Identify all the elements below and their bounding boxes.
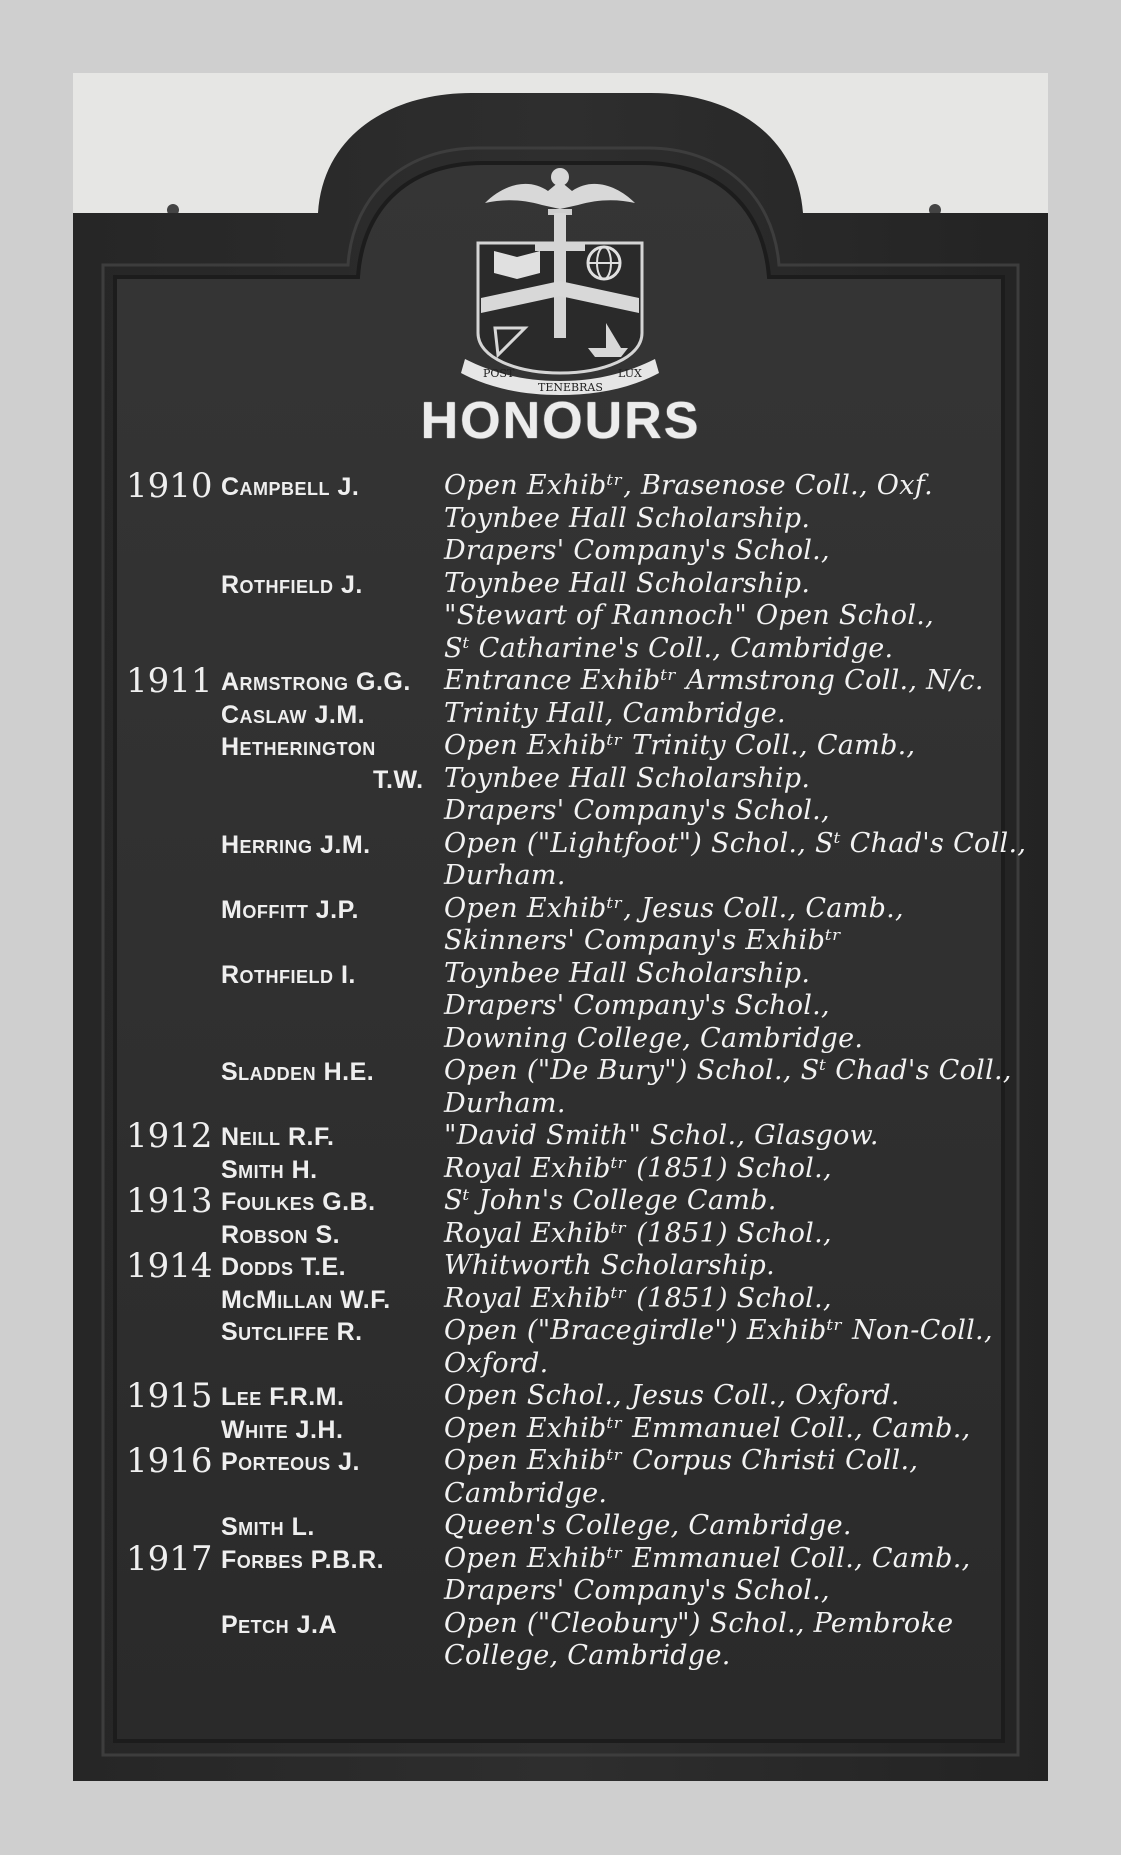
honours-entry — [73, 661, 1048, 701]
entry-year: 1913 — [126, 1181, 213, 1221]
entry-name: Herring J.M. — [221, 830, 371, 859]
entry-detail: Drapers' Company's Schol., — [444, 1575, 830, 1606]
entry-year: 1917 — [126, 1538, 213, 1579]
entry-detail: Downing College, Cambridge. — [444, 1022, 864, 1054]
entry-detail: Sᵗ John's College Camb. — [444, 1185, 777, 1216]
honours-entry — [73, 1181, 1048, 1221]
entry-name: Sladden H.E. — [221, 1058, 375, 1086]
entry-detail: Entrance Exhibᵗʳ Armstrong Coll., N/c. — [444, 665, 984, 696]
honours-entry — [73, 1509, 1048, 1543]
honours-entry — [73, 1152, 1048, 1186]
crest-motto-left: POST — [483, 367, 515, 380]
honours-entry — [73, 1376, 1048, 1416]
honours-entry — [73, 697, 1048, 731]
entry-detail: Open Exhibᵗʳ Emmanuel Coll., Camb., — [444, 1412, 971, 1444]
honours-entry — [73, 1538, 1048, 1579]
entry-name: Robson S. — [221, 1220, 341, 1249]
entry-detail: Open Exhibᵗʳ Corpus Christi Coll., — [444, 1445, 919, 1476]
entry-detail: Open Exhibᵗʳ Trinity Coll., Camb., — [444, 730, 916, 761]
entry-detail: Drapers' Company's Schol., — [444, 535, 830, 566]
entry-detail: Open ("Bracegirdle") Exhibᵗʳ Non-Coll., — [444, 1315, 993, 1346]
entry-detail: Sᵗ Catharine's Coll., Cambridge. — [444, 632, 894, 664]
entry-name: Smith H. — [221, 1155, 318, 1184]
entry-detail: Durham. — [444, 860, 566, 891]
entry-name: Lee F.R.M. — [221, 1383, 345, 1411]
entry-name: Rothfield J. — [221, 570, 363, 599]
crest-motto-right: LUX — [618, 367, 642, 380]
entry-year: 1916 — [126, 1441, 213, 1481]
entry-name: Forbes P.B.R. — [221, 1545, 385, 1574]
entry-detail: "David Smith" Schol., Glasgow. — [444, 1120, 879, 1151]
honours-entry — [73, 957, 1048, 991]
honours-entry — [73, 466, 1048, 506]
entry-detail: Royal Exhibᵗʳ (1851) Schol., — [444, 1217, 832, 1249]
entry-detail: Toynbee Hall Scholarship. — [444, 502, 811, 534]
entry-year: 1910 — [126, 466, 213, 506]
honours-entry — [73, 1087, 1048, 1121]
entry-name: Caslaw J.M. — [221, 700, 366, 729]
entry-detail: Royal Exhibᵗʳ (1851) Schol., — [444, 1152, 832, 1184]
honours-entry — [73, 1246, 1048, 1286]
entry-name: Campbell J. — [221, 473, 360, 501]
entry-detail: Skinners' Company's Exhibᵗʳ — [444, 925, 842, 956]
honours-entry — [73, 1412, 1048, 1446]
entry-name: Porteous J. — [221, 1448, 360, 1476]
honours-entry — [73, 1607, 1048, 1641]
entry-detail: Open Exhibᵗʳ, Brasenose Coll., Oxf. — [444, 470, 933, 501]
honours-entry — [73, 1477, 1048, 1511]
entry-detail: Toynbee Hall Scholarship. — [444, 957, 811, 989]
honours-entry — [73, 1022, 1048, 1056]
entry-detail: Open Schol., Jesus Coll., Oxford. — [444, 1380, 900, 1411]
entry-detail: Cambridge. — [444, 1477, 608, 1509]
entry-detail: Open Exhibᵗʳ Emmanuel Coll., Camb., — [444, 1542, 971, 1574]
honours-entry — [73, 1574, 1048, 1608]
honours-entry — [73, 1116, 1048, 1156]
entry-detail: Drapers' Company's Schol., — [444, 990, 830, 1021]
entry-detail: Royal Exhibᵗʳ (1851) Schol., — [444, 1282, 832, 1314]
entry-detail: Oxford. — [444, 1347, 549, 1379]
entry-name: Moffitt J.P. — [221, 895, 360, 924]
honours-entry — [73, 567, 1048, 601]
honours-entry — [73, 729, 1048, 763]
entry-name: White J.H. — [221, 1415, 344, 1444]
entry-name: Armstrong G.G. — [221, 668, 411, 696]
honours-entry — [73, 827, 1048, 861]
honours-entry — [73, 1314, 1048, 1348]
entry-name: Hetherington — [221, 733, 376, 761]
entry-year: 1914 — [126, 1246, 213, 1286]
honours-entry — [73, 1441, 1048, 1481]
honours-entry — [73, 502, 1048, 536]
entry-name: McMillan W.F. — [221, 1285, 391, 1314]
entry-name: Dodds T.E. — [221, 1253, 347, 1281]
honours-entry — [73, 892, 1048, 926]
entry-name: Petch J.A — [221, 1610, 338, 1639]
entry-name: Sutcliffe R. — [221, 1318, 363, 1346]
entry-name: Foulkes G.B. — [221, 1188, 376, 1216]
honours-entry — [73, 924, 1048, 958]
entry-name: Smith L. — [221, 1513, 315, 1541]
entry-year: 1915 — [126, 1376, 213, 1416]
entry-detail: Toynbee Hall Scholarship. — [444, 567, 811, 599]
entry-detail: College, Cambridge. — [444, 1640, 731, 1671]
entry-detail: Open ("De Bury") Schol., Sᵗ Chad's Coll., — [444, 1055, 1012, 1086]
entry-year: 1911 — [126, 661, 213, 701]
entry-detail: Durham. — [444, 1087, 566, 1119]
entry-detail: Whitworth Scholarship. — [444, 1250, 775, 1281]
entry-detail: Open Exhibᵗʳ, Jesus Coll., Camb., — [444, 892, 904, 924]
entry-detail: "Stewart of Rannoch" Open Schol., — [444, 600, 935, 631]
honours-entry — [73, 534, 1048, 568]
honours-entry — [73, 762, 1048, 796]
photograph — [73, 73, 1048, 1781]
honours-entry — [73, 1217, 1048, 1251]
entry-detail: Trinity Hall, Cambridge. — [444, 697, 786, 729]
honours-entry — [73, 989, 1048, 1023]
honours-entry — [73, 1054, 1048, 1088]
entry-detail: Toynbee Hall Scholarship. — [444, 762, 811, 794]
honours-entry — [73, 794, 1048, 828]
entry-detail: Queen's College, Cambridge. — [444, 1510, 852, 1541]
honours-entry — [73, 1282, 1048, 1316]
entry-name: Rothfield I. — [221, 960, 356, 989]
honours-entry — [73, 859, 1048, 893]
honours-entry — [73, 1347, 1048, 1381]
board-title: HONOURS — [420, 392, 701, 450]
entry-detail: Drapers' Company's Schol., — [444, 795, 830, 826]
honours-entry — [73, 1639, 1048, 1673]
honours-entry — [73, 599, 1048, 633]
honours-entry — [73, 632, 1048, 666]
entry-detail: Open ("Cleobury") Schol., Pembroke — [444, 1607, 954, 1639]
entry-year: 1912 — [126, 1116, 213, 1156]
entry-detail: Open ("Lightfoot") Schol., Sᵗ Chad's Coll., — [444, 827, 1027, 859]
entry-name: T.W. — [373, 765, 424, 794]
entry-name: Neill R.F. — [221, 1123, 335, 1151]
crest-motto-center: TENEBRAS — [538, 381, 603, 394]
